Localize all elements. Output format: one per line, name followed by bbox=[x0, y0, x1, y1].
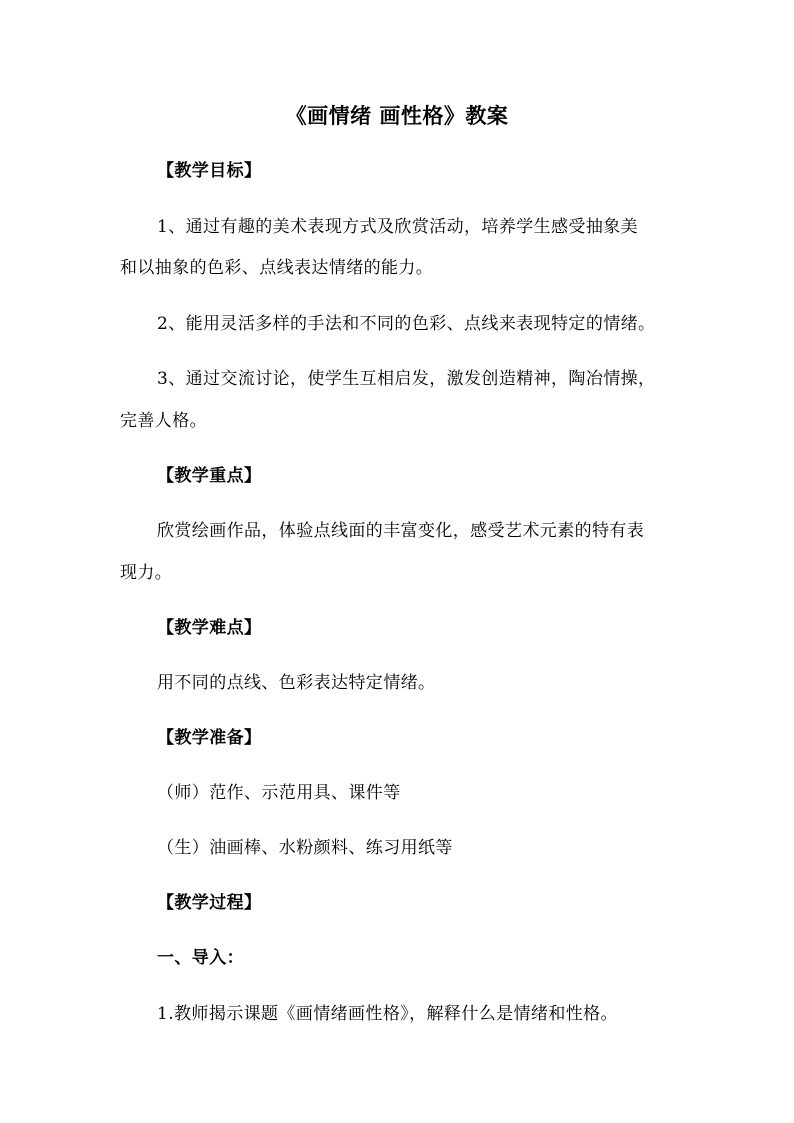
goal-3-line-1: 3、通过交流讨论，使学生互相启发，激发创造精神，陶冶情操， bbox=[157, 369, 656, 389]
heading-difficulties: 【教学难点】 bbox=[157, 618, 262, 638]
preparation-teacher: （师）范作、示范用具、课件等 bbox=[157, 783, 401, 803]
preparation-student: （生）油画棒、水粉颜料、练习用纸等 bbox=[157, 838, 453, 858]
heading-teaching-goals: 【教学目标】 bbox=[157, 161, 262, 181]
goal-2: 2、能用灵活多样的手法和不同的色彩、点线来表现特定的情绪。 bbox=[157, 314, 656, 334]
heading-preparation: 【教学准备】 bbox=[157, 728, 262, 748]
introduction-step-1: 1.教师揭示课题《画情绪画性格》，解释什么是情绪和性格。 bbox=[157, 1004, 618, 1024]
difficulties-text: 用不同的点线、色彩表达特定情绪。 bbox=[157, 673, 436, 693]
heading-key-points: 【教学重点】 bbox=[157, 466, 262, 486]
goal-1-line-2: 和以抽象的色彩、点线表达情绪的能力。 bbox=[120, 258, 434, 278]
heading-process: 【教学过程】 bbox=[157, 893, 262, 913]
document-title: 《画情绪 画性格》教案 bbox=[285, 103, 509, 128]
key-points-line-2: 现力。 bbox=[120, 563, 173, 583]
goal-3-line-2: 完善人格。 bbox=[120, 411, 207, 431]
key-points-line-1: 欣赏绘画作品，体验点线面的丰富变化，感受艺术元素的特有表 bbox=[157, 521, 645, 541]
goal-1-line-1: 1、通过有趣的美术表现方式及欣赏活动，培养学生感受抽象美 bbox=[157, 217, 639, 237]
section-introduction: 一、导入： bbox=[157, 948, 244, 968]
